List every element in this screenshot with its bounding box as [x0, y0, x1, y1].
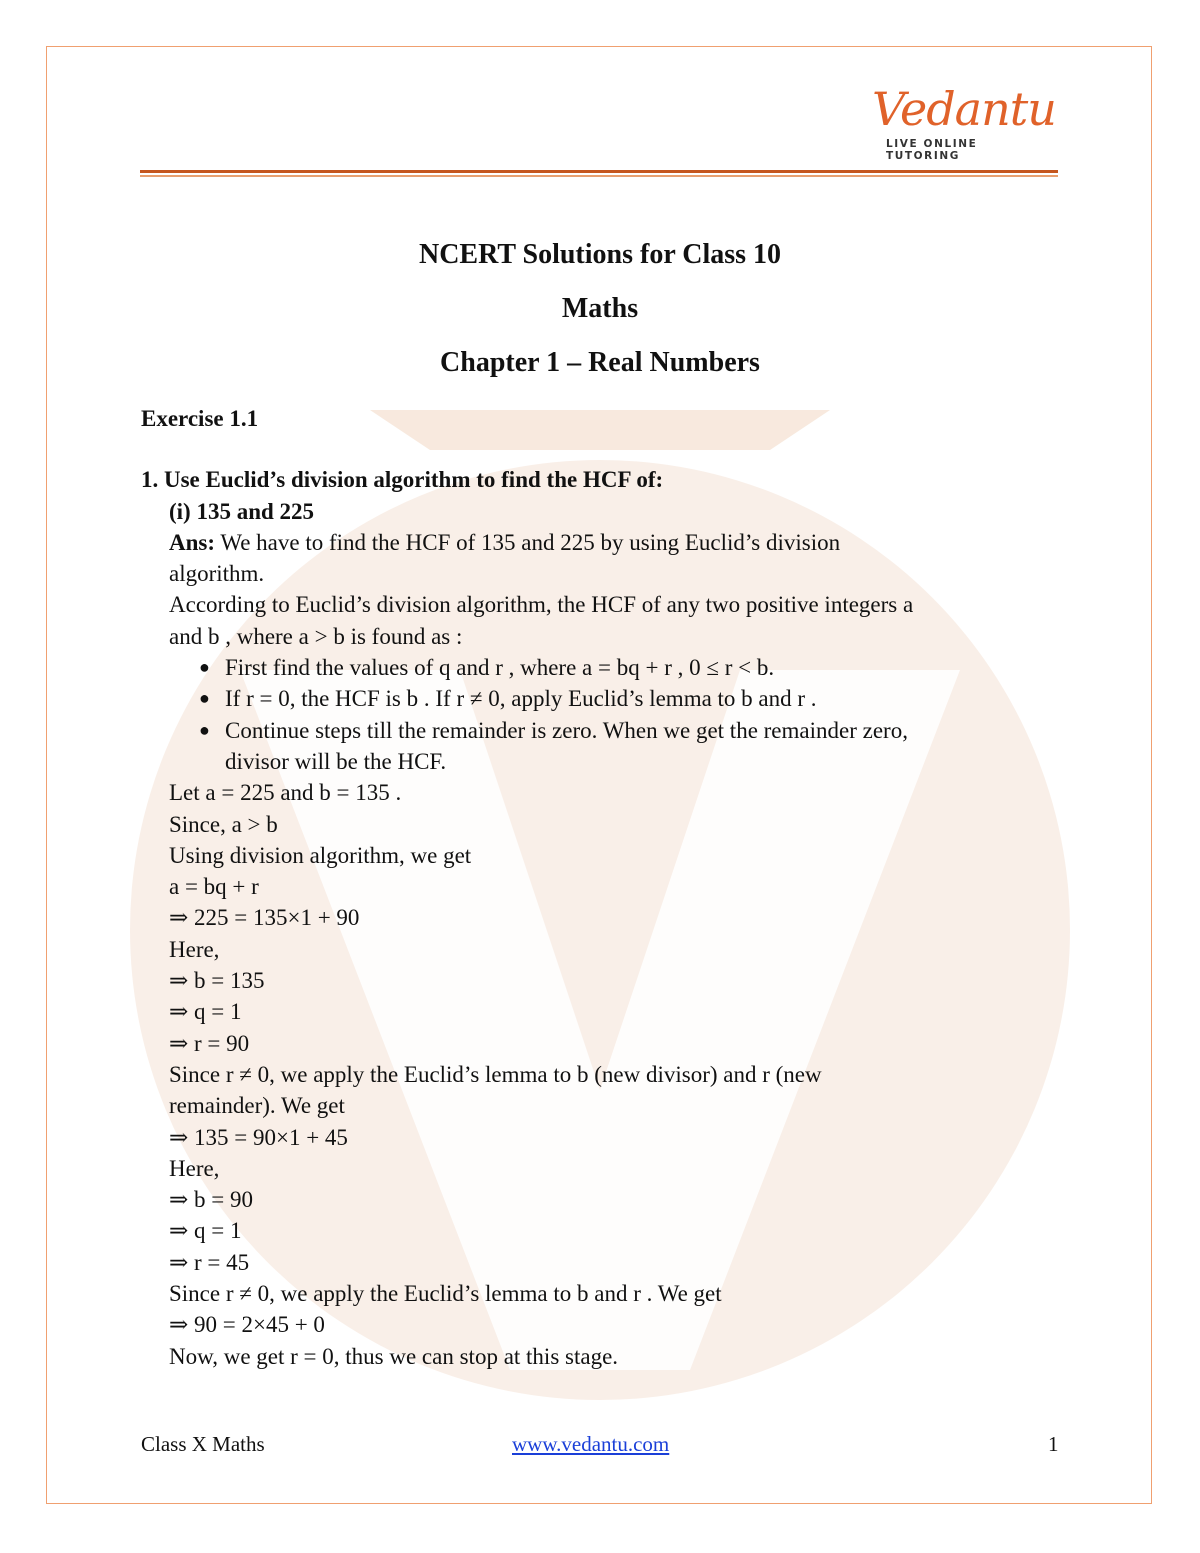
step-line: remainder). We get — [169, 1093, 345, 1119]
step-line: ⇒ 90 = 2×45 + 0 — [169, 1312, 325, 1338]
step-line: Let a = 225 and b = 135 . — [169, 780, 402, 806]
step-line: ⇒ r = 90 — [169, 1030, 250, 1056]
step-line: ⇒ q = 1 — [169, 999, 242, 1025]
list-item: ● Continue steps till the remainder is zero. When we get the remainder zero, — [141, 715, 1071, 746]
step-line: ⇒ q = 1 — [169, 1218, 242, 1244]
step-line: ⇒ 225 = 135×1 + 90 — [169, 905, 360, 931]
step-line: ⇒ b = 135 — [169, 968, 265, 994]
step-line: Since, a > b — [169, 811, 278, 837]
step-line: ⇒ b = 90 — [169, 1187, 253, 1213]
step-line: Since r ≠ 0, we apply the Euclid’s lemma to b and r . We get — [169, 1281, 722, 1307]
step-line: a = bq + r — [169, 874, 259, 900]
answer-text: We have to find the HCF of 135 and 225 by using Euclid’s division — [215, 529, 841, 555]
title-block — [0, 228, 1200, 390]
page-number: 1 — [1048, 1432, 1059, 1456]
list-item-cont: divisor will be the HCF. — [225, 748, 447, 774]
footer-website-link[interactable]: www.vedantu.com — [512, 1432, 670, 1456]
answer-text-cont: algorithm. — [169, 561, 265, 587]
answer-intro — [141, 527, 1071, 558]
question-text: 1. Use Euclid’s division algorithm to find the HCF of: — [141, 467, 664, 493]
list-item: ● First find the values of q and r , where a = bq + r , 0 ≤ r < b. — [141, 652, 1071, 683]
algorithm-description: According to Euclid’s division algorithm, the HCF of any two positive integers a — [169, 592, 914, 618]
question-part: (i) 135 and 225 — [169, 498, 315, 524]
logo-wordmark: Vedantu — [872, 82, 1056, 136]
bullet-icon: ● — [199, 657, 210, 678]
step-line: ⇒ r = 45 — [169, 1249, 250, 1275]
answer-label: Ans: — [169, 529, 216, 555]
step-line: Since r ≠ 0, we apply the Euclid’s lemma to b (new divisor) and r (new — [169, 1061, 822, 1087]
step-line: Here, — [169, 936, 220, 962]
logo-tagline: LIVE ONLINE TUTORING — [886, 138, 978, 162]
step-line: Using division algorithm, we get — [169, 842, 472, 868]
step-line: Now, we get r = 0, thus we can stop at this stage. — [169, 1343, 619, 1369]
bullet-icon: ● — [199, 688, 210, 709]
step-line: Here, — [169, 1155, 220, 1181]
exercise-heading: Exercise 1.1 — [141, 406, 259, 431]
chapter-title: Chapter 1 – Real Numbers — [440, 347, 760, 378]
footer-class: Class X Maths — [141, 1432, 265, 1456]
bullet-icon: ● — [199, 719, 210, 740]
solution-content — [141, 403, 1071, 1372]
step-line: ⇒ 135 = 90×1 + 45 — [169, 1124, 348, 1150]
header-rule-thin — [140, 175, 1058, 177]
header-rule — [140, 170, 1058, 173]
page-title: NCERT Solutions for Class 10 — [418, 239, 782, 270]
algorithm-description-cont: and b , where a > b is found as : — [169, 623, 463, 649]
subject-title: Maths — [561, 293, 639, 324]
list-item: ● If r = 0, the HCF is b . If r ≠ 0, apply Euclid’s lemma to b and r . — [141, 683, 1071, 714]
vedantu-logo — [872, 82, 1056, 162]
